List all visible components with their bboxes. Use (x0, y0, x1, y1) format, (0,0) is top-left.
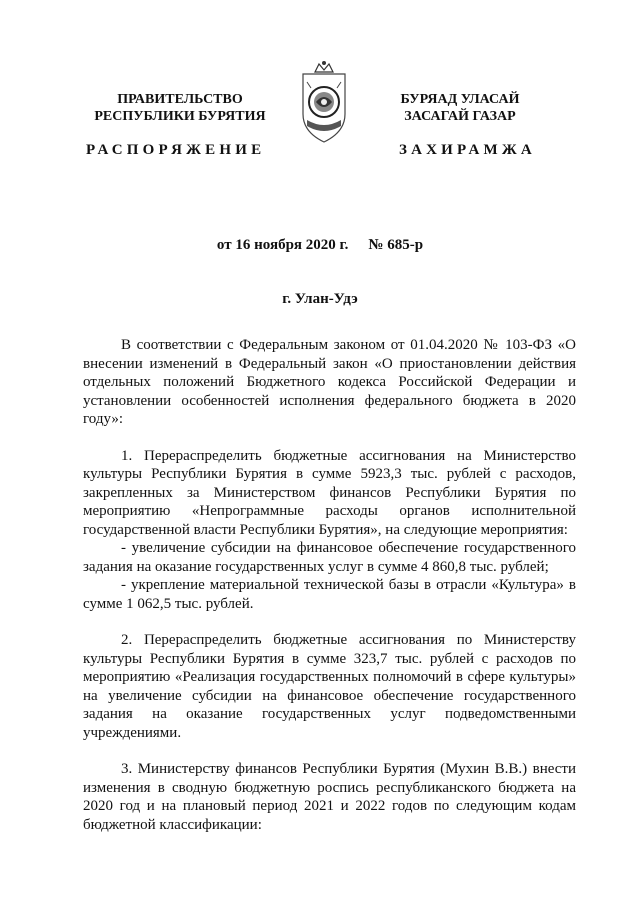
government-name-russian (70, 91, 290, 125)
decree-number: № 685-р (368, 237, 424, 253)
coat-of-arms-buryatia-icon (297, 58, 351, 150)
decree-date-number (0, 237, 640, 254)
decree-body (83, 336, 576, 834)
decree-type-russian: РАСПОРЯЖЕНИЕ (86, 142, 266, 158)
decree-type-buryat: ЗАХИРАМЖА (399, 142, 536, 158)
header-right-line1: БУРЯАД УЛАСАЙ (400, 92, 520, 107)
header-right-line2: ЗАСАГАЙ ГАЗАР (404, 109, 516, 124)
item-1-text: 1. Перераспределить бюджетные ассигнования на Министерство культуры Республики Бурятия в сумме 5923,3 тыс. рублей с расходов, закрепленных за Министерством финансов Республики Бурятия по мероприятию «Непрограммные расходы органов исполнительной государственной власти Республики Бурятия», на следующие мероприятия: (83, 447, 576, 538)
item-1-subitem-1: - увеличение субсидии на финансовое обеспечение государственного задания на оказание государственных услуг в сумме 4 860,8 тыс. рублей; (83, 540, 576, 575)
header-left-line1: ПРАВИТЕЛЬСТВО (117, 92, 243, 107)
item-3: 3. Министерству финансов Республики Бурятия (Мухин В.В.) внести изменения в сводную бюджетную роспись республиканского бюджета на 2020 год и на плановый период 2021 и 2022 годов по следующим кодам бюджетной классификации: (83, 761, 576, 833)
item-2: 2. Перераспределить бюджетные ассигнования по Министерству культуры Республики Бурятия в сумме 323,7 тыс. рублей с расходов по мероприятию «Реализация государственных полномочий в сфере культуры» на увеличение субсидии на финансовое обеспечение государственного задания на оказание государственных услуг подведомственными учреждениями. (83, 632, 576, 741)
decree-city: г. Улан-Удэ (282, 291, 358, 307)
decree-date: от 16 ноября 2020 г. (216, 237, 349, 253)
item-1 (83, 447, 576, 614)
item-1-subitem-2: - укрепление материальной технической базы в отрасли «Культура» в сумме 1 062,5 тыс. рублей. (83, 577, 576, 612)
preamble-paragraph: В соответствии с Федеральным законом от 01.04.2020 № 103-ФЗ «О внесении изменений в Федеральный закон «О приостановлении действия отдельных положений Бюджетного кодекса Российской Федерации и установлении особенностей исполнения федерального бюджета в 2020 году»: (83, 337, 576, 427)
government-name-buryat (360, 91, 560, 125)
header-left-line2: РЕСПУБЛИКИ БУРЯТИЯ (94, 109, 266, 124)
